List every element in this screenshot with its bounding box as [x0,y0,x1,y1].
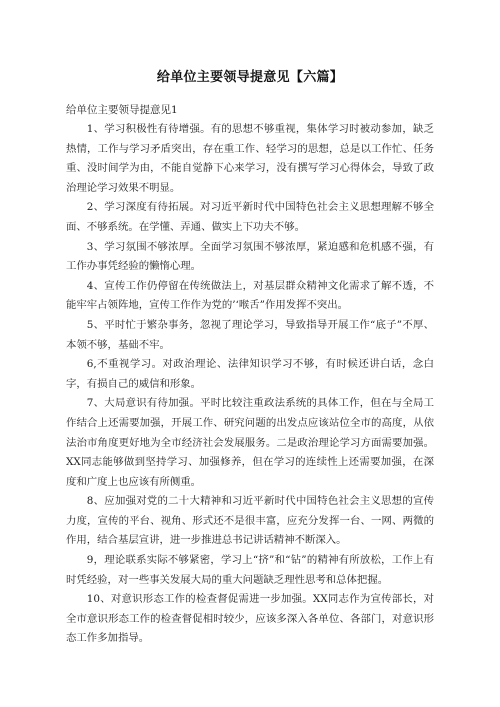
paragraph-3: 3、学习氛围不够浓厚。全面学习氛围不够浓厚，紧迫感和危机感不强，有工作办事凭经验的懒惰心理。 [66,240,434,273]
paragraph-6: 6,不重视学习。对政治理论、法律知识学习不够，有时候还讲白话，念白字，有损自己的威信和形象。 [66,358,434,390]
paragraph-7: 7、大局意识有待加强。平时比较注重政法系统的具体工作，但在与全局工作结合上还需要加强，开展工作、研究问题的出发点应该站位全市的高度，从依法治市角度更好地为全市经济社会发展服务。二是政治理论学习方面需要加强。XX同志能够做到坚持学习、加强修养，但在学习的连续性上还需要加强，在深度和广度上也应该有所侧重。 [66,397,434,488]
document-body [66,120,434,649]
paragraph-1: 1、学习积极性有待增强。有的思想不够重视，集体学习时被动参加，缺乏热情，工作与学习矛盾突出，存在重工作、轻学习的思想，总是以工作忙、任务重、没时间学为由，不能自觉静下心来学习，没有撰写学习心得体会，导致了政治理论学习效果不明显。 [66,123,434,194]
paragraph-5: 5、平时忙于繁杂事务，忽视了理论学习，导致指导开展工作“底子”不厚、本领不够，基础不牢。 [66,318,434,351]
document-title: 给单位主要领导提意见【六篇】 [156,70,344,85]
paragraph-4: 4、宣传工作仍停留在传统做法上，对基层群众精神文化需求了解不透，不能牢牢占领阵地，宣传工作作为党的’‘喉舌”作用发挥不突出。 [66,279,434,312]
paragraph-8: 8、应加强对党的二十大精神和习近平新时代中国特色社会主义思想的宣传力度，宣传的平台、视角、形式还不是很丰富，应充分发挥一台、一网、两微的作用，结合基层宣讲，进一步推进总书记讲话精神不断深入。 [66,495,434,547]
section-subheading: 给单位主要领导提意见1 [66,104,178,116]
paragraph-10: 10、对意识形态工作的检查督促需进一步加强。XX同志作为宣传部长，对全市意识形态工作的检查督促相时较少，应该多深入各单位、各部门，对意识形态工作多加指导。 [66,593,434,645]
paragraph-9: 9，理论联系实际不够紧密，学习上“挤”和“钻”的精神有所放松，工作上有时凭经验，对一些事关发展大局的重大问题缺乏理性思考和总体把握。 [66,554,434,586]
paragraph-2: 2、学习深度有待拓展。对习近平新时代中国特色社会主义思想理解不够全面、不够系统。在学懂、弄通、做实上下功夫不够。 [66,201,434,233]
